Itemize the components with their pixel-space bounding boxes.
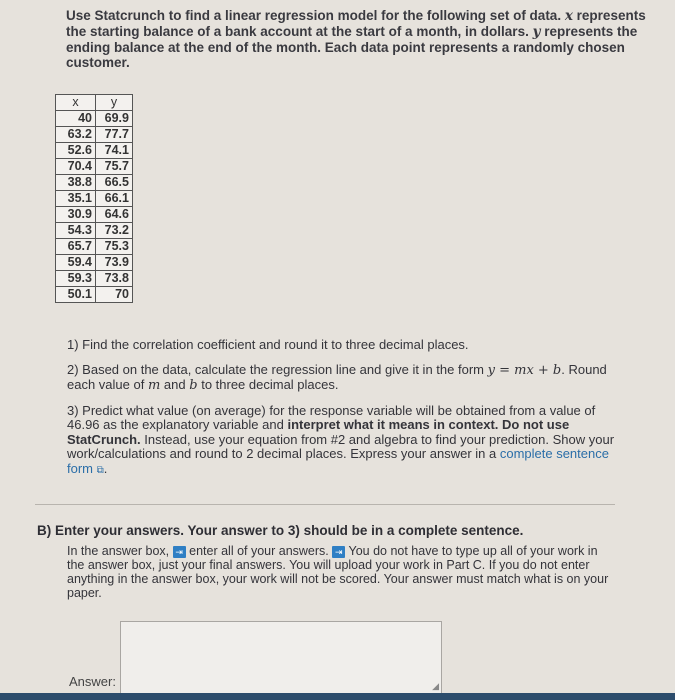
instructions-text-2: enter all of your answers. (189, 544, 329, 558)
keyboard-icon[interactable]: ⇥ (173, 546, 186, 558)
cell-y: 73.9 (96, 255, 133, 271)
table-row (56, 191, 133, 207)
cell-x: 63.2 (56, 127, 96, 143)
cell-x: 59.4 (56, 255, 96, 271)
table-row (56, 143, 133, 159)
question-3-end: . (103, 460, 108, 476)
cell-x: 50.1 (56, 287, 96, 303)
cell-x: 59.3 (56, 271, 96, 287)
cell-x: 54.3 (56, 223, 96, 239)
cell-y: 64.6 (96, 207, 133, 223)
question-3-text-b: Instead, use your equation from #2 and algebra to find your prediction. Show your work/calculations and round to 2 decimal places. Express your answer in a (67, 431, 615, 461)
table-row (56, 159, 133, 175)
variable-x: x (564, 8, 573, 24)
question-3-text: 3) Predict what value (on average) for the response variable will be obtained from a value of 46.96 as the explanatory variable and (67, 402, 596, 432)
cell-y: 70 (96, 287, 133, 303)
complete-sentence-link[interactable]: complete sentence form (67, 446, 609, 476)
question-2-text-c: to three decimal places. (201, 377, 339, 392)
cell-x: 38.8 (56, 175, 96, 191)
answer-label: Answer: (69, 674, 116, 689)
answer-textbox[interactable] (120, 621, 442, 695)
cell-y: 74.1 (96, 143, 133, 159)
table-row (56, 239, 133, 255)
question-2-and: and (163, 377, 186, 392)
variable-m: m (147, 378, 161, 393)
cell-x: 52.6 (56, 143, 96, 159)
cell-y: 75.3 (96, 239, 133, 255)
bottom-bar (0, 693, 675, 700)
intro-text-3: represents the ending balance at the end of the month. Each data point represents a randomly chosen customer. (66, 24, 638, 70)
cell-y: 73.8 (96, 271, 133, 287)
part-b-title: B) Enter your answers. Your answer to 3) should be in a complete sentence. (37, 523, 524, 538)
regression-formula: y = mx + b (487, 362, 562, 378)
data-table (55, 94, 133, 303)
answer-instructions (67, 544, 612, 600)
table-row (56, 207, 133, 223)
cell-y: 66.5 (96, 175, 133, 191)
intro-text-2: represents the starting balance of a bank account at the start of a month, in dollars. (66, 8, 646, 39)
table-row (56, 255, 133, 271)
table-row (56, 271, 133, 287)
keyboard-icon[interactable]: ⇥ (332, 546, 345, 558)
cell-y: 77.7 (96, 127, 133, 143)
question-3-interpret: interpret what it means in context. (287, 417, 499, 432)
questions (67, 338, 622, 488)
question-2 (67, 363, 622, 394)
intro-text-1: Use Statcrunch to find a linear regression model for the following set of data. (66, 8, 562, 23)
question-3-no-statcrunch: Do not use StatCrunch. (67, 417, 570, 447)
cell-y: 75.7 (96, 159, 133, 175)
variable-b: b (189, 378, 198, 393)
cell-x: 65.7 (56, 239, 96, 255)
table-row (56, 175, 133, 191)
table-header-row (56, 95, 133, 111)
table-row (56, 111, 133, 127)
resize-handle-icon[interactable]: ◢ (432, 681, 439, 691)
cell-y: 69.9 (96, 111, 133, 127)
header-y: y (96, 95, 133, 111)
instructions-text-3: You do not have to type up all of your work in the answer box, just your final answers. You will upload your work in Part C. If you do not enter anything in the answer box, your work will not be scored. Your answer must match what is on your paper. (67, 544, 609, 600)
table-row (56, 223, 133, 239)
question-1: 1) Find the correlation coefficient and round it to three decimal places. (67, 337, 469, 352)
header-x: x (56, 95, 96, 111)
cell-x: 40 (56, 111, 96, 127)
cell-y: 66.1 (96, 191, 133, 207)
question-2-text: 2) Based on the data, calculate the regression line and give it in the form (67, 361, 484, 377)
external-link-icon[interactable]: ⧉ (96, 464, 104, 476)
question-2-text-b: . Round each value of (67, 361, 607, 392)
table-row (56, 287, 133, 303)
problem-intro (66, 8, 646, 70)
section-divider (35, 504, 615, 505)
instructions-text-1: In the answer box, (67, 544, 170, 558)
cell-x: 70.4 (56, 159, 96, 175)
table-row (56, 127, 133, 143)
cell-x: 35.1 (56, 191, 96, 207)
cell-x: 30.9 (56, 207, 96, 223)
variable-y: y (532, 24, 541, 40)
question-3 (67, 404, 622, 479)
cell-y: 73.2 (96, 223, 133, 239)
